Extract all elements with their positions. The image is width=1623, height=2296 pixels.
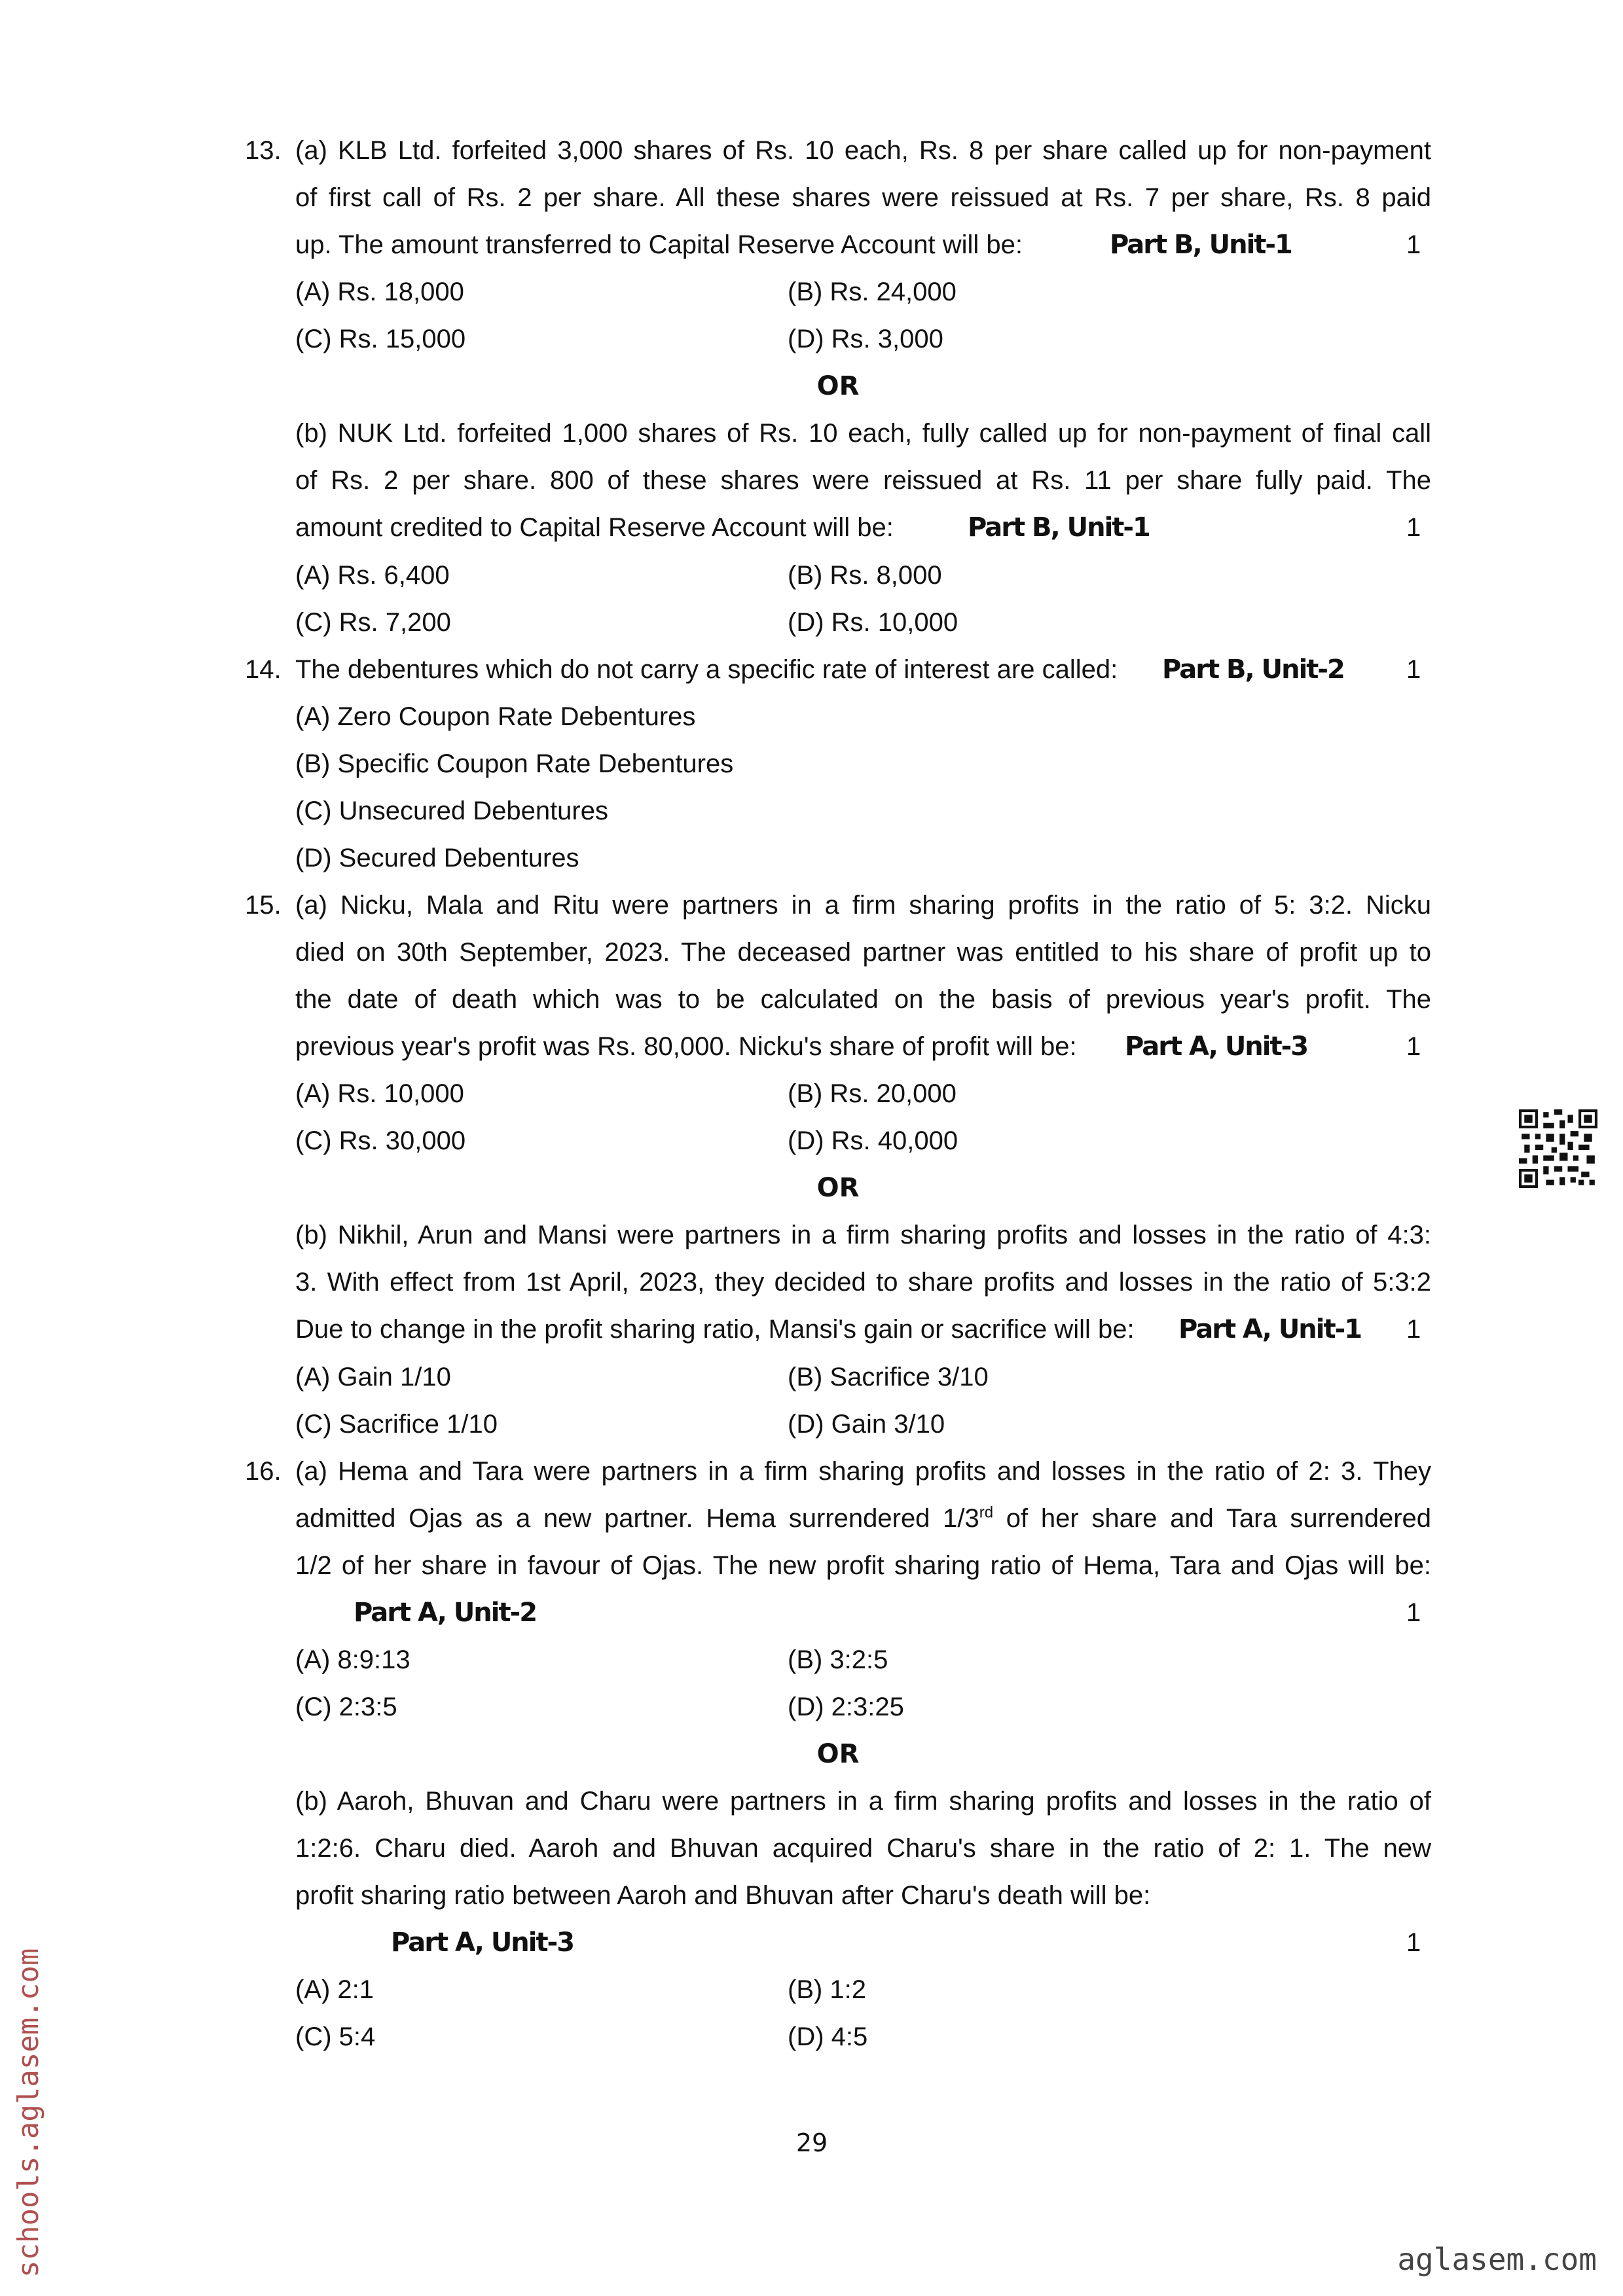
q13b-tag-text: Part B, Unit-1	[968, 512, 1150, 543]
q15b-option-d: (D) Gain 3/10	[788, 1410, 945, 1439]
q15a-syllabus-tag	[1125, 1031, 1307, 1062]
question-number-16: 16.	[245, 1457, 282, 1486]
q13a-tag-text: Part B, Unit-1	[1110, 230, 1292, 260]
watermark-left: schools.aglasem.com	[12, 1948, 45, 2278]
watermark-right: aglasem.com	[1397, 2242, 1597, 2277]
q15a-option-b: (B) Rs. 20,000	[788, 1079, 957, 1108]
q16a-line-2-pre: admitted Ojas as a new partner. Hema surrendered 1/3	[295, 1504, 979, 1533]
q16b-line-2: 1:2:6. Charu died. Aaroh and Bhuvan acquired Charu's share in the ratio of 2: 1. The new	[295, 1834, 1431, 1863]
q13b-option-b: (B) Rs. 8,000	[788, 561, 942, 590]
q15b-line-3-text: Due to change in the profit sharing ratio, Mansi's gain or sacrifice will be:	[295, 1315, 1135, 1344]
q16a-tag-text: Part A, Unit-2	[354, 1598, 537, 1628]
q13b-marks: 1	[1406, 513, 1421, 542]
q16b-option-d: (D) 4:5	[788, 2022, 868, 2051]
q16a-option-b: (B) 3:2:5	[788, 1645, 888, 1674]
q15b-marks: 1	[1406, 1315, 1421, 1344]
q15a-line-1: (a) Nicku, Mala and Ritu were partners in a firm sharing profits in the ratio of 5: 3:2. Nicku	[295, 891, 1431, 920]
q16b-syllabus-tag	[391, 1927, 574, 1958]
q13b-syllabus-tag	[968, 512, 1150, 543]
q16a-line-2	[295, 1503, 1431, 1534]
qr-code-icon	[1519, 1109, 1597, 1188]
q13a-option-d: (D) Rs. 3,000	[788, 325, 943, 353]
q13b-line-3-text: amount credited to Capital Reserve Account will be:	[295, 513, 894, 542]
question-number-14: 14.	[245, 655, 282, 684]
q16b-line-1: (b) Aaroh, Bhuvan and Charu were partners in a firm sharing profits and losses in the ratio of	[295, 1787, 1431, 1816]
q14-option-a: (A) Zero Coupon Rate Debentures	[295, 702, 696, 731]
q16a-option-d: (D) 2:3:25	[788, 1693, 904, 1721]
q16b-line-3: profit sharing ratio between Aaroh and Bhuvan after Charu's death will be:	[295, 1881, 1151, 1910]
q16b-option-b: (B) 1:2	[788, 1975, 867, 2004]
q13b-option-c: (C) Rs. 7,200	[295, 608, 451, 637]
q14-marks: 1	[1406, 655, 1421, 684]
q15b-option-a: (A) Gain 1/10	[295, 1363, 451, 1391]
q16b-option-a: (A) 2:1	[295, 1975, 374, 2004]
q15b-tag-text: Part A, Unit-1	[1178, 1314, 1362, 1344]
q13a-line-2: of first call of Rs. 2 per share. All these shares were reissued at Rs. 7 per share, Rs. 8 paid	[295, 183, 1431, 212]
q16b-marks: 1	[1406, 1928, 1421, 1957]
q13a-line-1: (a) KLB Ltd. forfeited 3,000 shares of Rs. 10 each, Rs. 8 per share called up for non-payment	[295, 136, 1431, 165]
q15a-line-4-text: previous year's profit was Rs. 80,000. Nicku's share of profit will be:	[295, 1032, 1077, 1061]
q13a-syllabus-tag	[1110, 229, 1292, 260]
q13a-option-c: (C) Rs. 15,000	[295, 325, 466, 353]
q13a-option-b: (B) Rs. 24,000	[788, 278, 957, 306]
q14-option-d: (D) Secured Debentures	[295, 844, 579, 872]
q15b-option-c: (C) Sacrifice 1/10	[295, 1410, 498, 1439]
q14-tag-text: Part B, Unit-2	[1162, 655, 1344, 685]
q15-or-divider: OR	[816, 1173, 860, 1203]
q15a-option-a: (A) Rs. 10,000	[295, 1079, 464, 1108]
q13a-line-3-text: up. The amount transferred to Capital Reserve Account will be:	[295, 230, 1023, 259]
q13b-line-2: of Rs. 2 per share. 800 of these shares were reissued at Rs. 11 per share fully paid. The	[295, 466, 1431, 495]
q13a-option-a: (A) Rs. 18,000	[295, 278, 464, 306]
q13b-option-d: (D) Rs. 10,000	[788, 608, 958, 637]
q15a-option-d: (D) Rs. 40,000	[788, 1126, 958, 1155]
q16b-option-c: (C) 5:4	[295, 2022, 376, 2051]
q16b-tag-text: Part A, Unit-3	[391, 1928, 574, 1958]
q14-syllabus-tag	[1162, 654, 1344, 685]
q14-line-1-text: The debentures which do not carry a specific rate of interest are called:	[295, 655, 1118, 684]
q13b-option-a: (A) Rs. 6,400	[295, 561, 450, 590]
q15a-line-3: the date of death which was to be calculated on the basis of previous year's profit. The	[295, 985, 1431, 1014]
q15a-option-c: (C) Rs. 30,000	[295, 1126, 466, 1155]
q15b-line-2: 3. With effect from 1st April, 2023, they decided to share profits and losses in the ratio of 5:3:2	[295, 1268, 1431, 1297]
q13a-marks: 1	[1406, 230, 1421, 259]
question-number-13: 13.	[245, 136, 282, 165]
q16a-line-2-post: of her share and Tara surrendered	[993, 1504, 1432, 1533]
q15a-tag-text: Part A, Unit-3	[1125, 1031, 1308, 1062]
q14-option-b: (B) Specific Coupon Rate Debentures	[295, 749, 734, 778]
q15b-option-b: (B) Sacrifice 3/10	[788, 1363, 989, 1391]
q13-or-divider: OR	[816, 371, 860, 401]
q15b-line-1: (b) Nikhil, Arun and Mansi were partners in a firm sharing profits and losses in the ratio of 4:3:	[295, 1221, 1431, 1249]
q15a-line-2: died on 30th September, 2023. The deceased partner was entitled to his share of profit up to	[295, 938, 1431, 967]
question-number-15: 15.	[245, 891, 282, 920]
q16a-option-a: (A) 8:9:13	[295, 1645, 410, 1674]
q14-option-c: (C) Unsecured Debentures	[295, 797, 608, 825]
q16-or-divider: OR	[816, 1739, 860, 1769]
q13b-line-1: (b) NUK Ltd. forfeited 1,000 shares of Rs. 10 each, fully called up for non-payment of final call	[295, 419, 1431, 448]
q15a-marks: 1	[1406, 1032, 1421, 1061]
q16a-syllabus-tag	[354, 1597, 536, 1628]
q16a-option-c: (C) 2:3:5	[295, 1693, 397, 1721]
q16a-line-2-sup: rd	[979, 1503, 994, 1522]
q15b-syllabus-tag	[1178, 1314, 1361, 1345]
q16a-line-1: (a) Hema and Tara were partners in a firm sharing profits and losses in the ratio of 2: 3. They	[295, 1457, 1431, 1486]
page-number: 29	[795, 2128, 828, 2157]
q13b-line-3	[295, 512, 1431, 543]
q16a-marks: 1	[1406, 1598, 1421, 1627]
q16a-line-3: 1/2 of her share in favour of Ojas. The new profit sharing ratio of Hema, Tara and Ojas will be:	[295, 1551, 1431, 1580]
